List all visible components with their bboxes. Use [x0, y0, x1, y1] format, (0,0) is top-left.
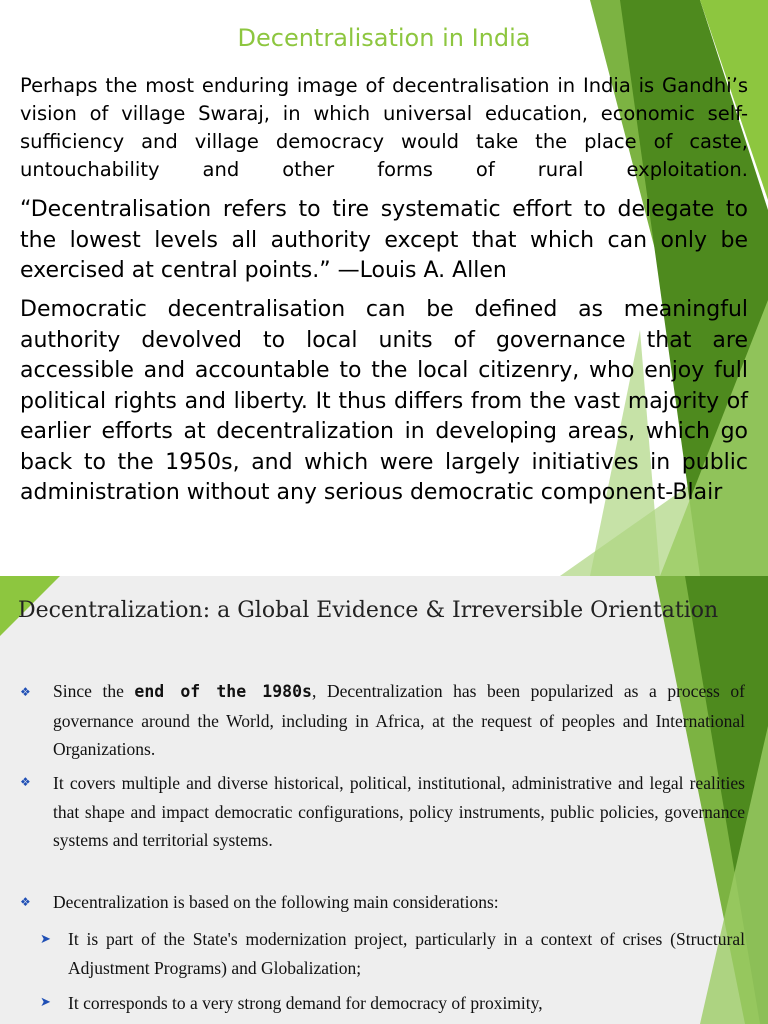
sub-bullet-1-text: It is part of the State's modernization project, particularly in a context of crises (Structural Adjustment Programs) and Globalization;	[68, 929, 745, 978]
bullet-end-of-1980s	[53, 677, 745, 764]
diamond-bullet-icon: ❖	[20, 685, 31, 699]
arrow-bullet-icon: ➤	[40, 932, 51, 947]
bullet-1-prefix: Since the	[53, 681, 135, 701]
paragraph-democratic-decentralisation: Democratic decentralisation can be defined as meaningful authority devolved to local units of governance that are accessible and accountable to the local citizenry, who enjoy full political rights and liberty. It thus differs from the vast majority of earlier efforts at decentralization in developing areas, which go back to the 1950s, and which were largely initiatives in public administration without any serious democratic component-Blair	[20, 297, 748, 505]
sub-bullet-2-text: It corresponds to a very strong demand for democracy of proximity,	[68, 993, 543, 1013]
quote-louis-allen: “Decentralisation refers to tire systematic effort to delegate to the lowest levels all authority except that which can only be exercised at central points.” —Louis A. Allen	[20, 197, 748, 283]
bullet-main-considerations	[53, 888, 745, 917]
diamond-bullet-icon: ❖	[20, 895, 31, 909]
slide-2-title: Decentralization: a Global Evidence & Irreversible Orientation	[18, 598, 719, 623]
paragraph-village-swaraj: Perhaps the most enduring image of decentralisation in India is Gandhi’s vision of village Swaraj, in which universal education, economic self-sufficiency and village democracy would take the place of caste, untouchability and other forms of rural exploitation.	[20, 74, 748, 181]
bullet-2-text: It covers multiple and diverse historical, political, institutional, administrative and legal realities that shape and impact democratic configurations, policy instruments, public policies, governance systems and territorial systems.	[53, 773, 745, 850]
arrow-bullet-icon: ➤	[40, 995, 51, 1010]
bullet-1-text	[53, 677, 745, 764]
bullet-3-text: Decentralization is based on the following main considerations:	[53, 892, 499, 912]
sub-bullet-democracy-proximity	[68, 989, 745, 1018]
bullet-multiple-realities	[53, 769, 745, 855]
bullet-1-suffix: , Decentralization has been popularized as a process of governance around the World, including in Africa, at the request of peoples and International Organizations.	[53, 681, 745, 759]
diamond-bullet-icon: ❖	[20, 775, 31, 789]
slide-1-title: Decentralisation in India	[237, 24, 531, 52]
sub-bullet-state-modernization	[68, 925, 745, 982]
bullet-1-bold: end of the 1980s	[134, 682, 312, 701]
